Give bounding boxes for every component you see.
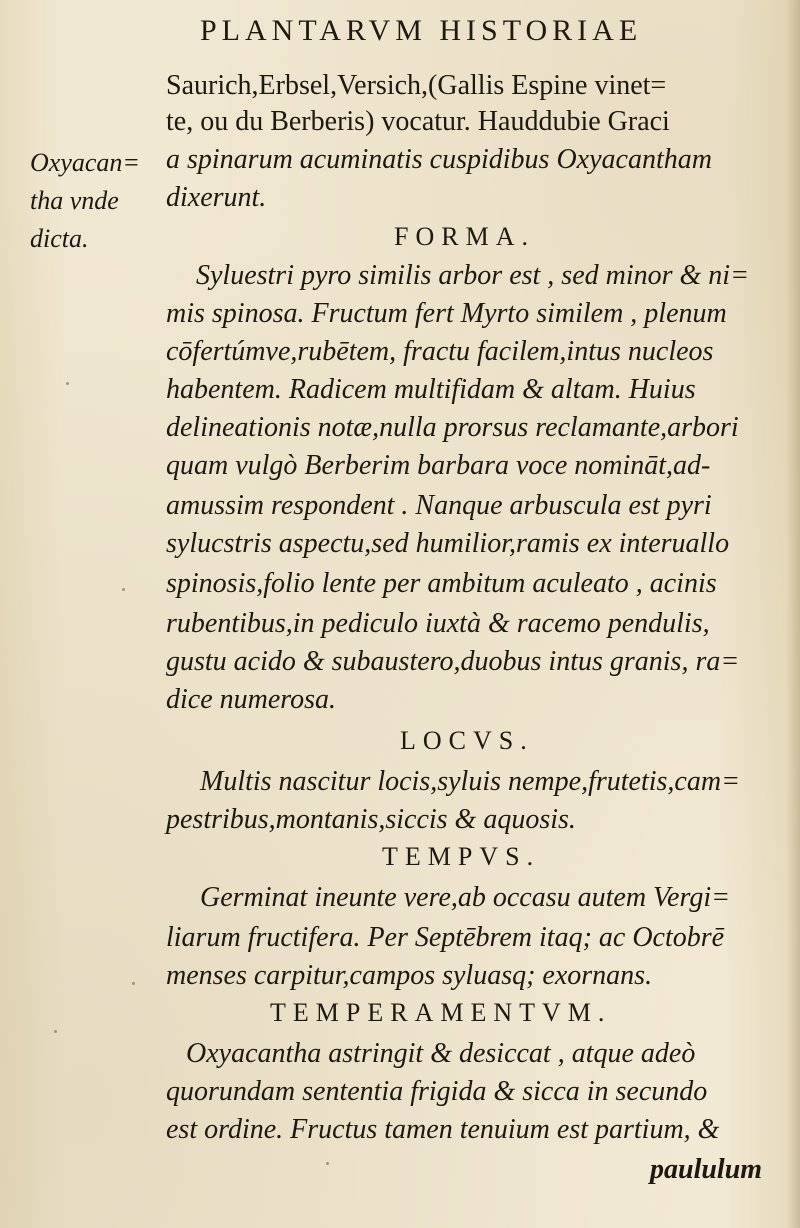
text-line: spinosis,folio lente per ambitum aculeato , acinis (166, 568, 717, 599)
section-heading-forma: FORMA. (394, 222, 535, 251)
text-line: rubentibus,in pediculo iuxtà & racemo pendulis, (166, 608, 710, 639)
text-line: Germinat ineunte vere,ab occasu autem Vergi= (200, 882, 731, 913)
text-line: dice numerosa. (166, 684, 337, 715)
margin-note-line: tha vnde (30, 186, 119, 215)
text-line: a spinarum acuminatis cuspidibus Oxyacantham (166, 144, 712, 175)
ink-speck (54, 1030, 57, 1033)
text-line: liarum fructifera. Per Septēbrem itaq; ac Octobrē (166, 922, 725, 953)
text-line: Multis nascitur locis,syluis nempe,frutetis,cam= (200, 766, 740, 797)
text-line: Saurich,Erbsel,Versich,(Gallis Espine vinet= (166, 70, 667, 101)
text-line: gustu acido & subaustero,duobus intus granis, ra= (166, 646, 740, 677)
text-line: quam vulgò Berberim barbara voce nomināt,ad- (166, 450, 711, 481)
text-line: Syluestri pyro similis arbor est , sed minor & ni= (196, 260, 749, 291)
text-line: habentem. Radicem multifidam & altam. Huius (166, 374, 696, 405)
margin-note-line: Oxyacan= (30, 148, 140, 177)
text-line: est ordine. Fructus tamen tenuium est partium, & (166, 1114, 720, 1145)
text-line: pestribus,montanis,siccis & aquosis. (166, 804, 576, 835)
section-heading-tempus: TEMPVS. (382, 842, 541, 871)
text-line: te, ou du Berberis) vocatur. Hauddubie Graci (166, 106, 670, 137)
text-line: amussim respondent . Nanque arbuscula est pyri (166, 490, 712, 521)
ink-speck (132, 982, 135, 985)
text-line: dixerunt. (166, 182, 267, 213)
margin-note-line: dicta. (30, 224, 89, 253)
catchword: paululum (650, 1154, 763, 1185)
ink-speck (326, 1162, 329, 1165)
text-line: sylucstris aspectu,sed humilior,ramis ex interuallo (166, 528, 730, 559)
text-line: mis spinosa. Fructum fert Myrto similem , plenum (166, 298, 727, 329)
text-line: menses carpitur,campos syluasq; exornans. (166, 960, 653, 991)
text-line: quorundam sententia frigida & sicca in secundo (166, 1076, 708, 1107)
text-line: delineationis notæ,nulla prorsus reclamante,arbori (166, 412, 739, 443)
ink-speck (66, 382, 69, 385)
ink-speck (122, 588, 125, 591)
text-line: Oxyacantha astringit & desiccat , atque adeò (186, 1038, 696, 1069)
text-line: cōfertúmve,rubētem, fractu facilem,intus nucleos (166, 336, 714, 367)
section-heading-locus: LOCVS. (400, 726, 534, 755)
section-heading-temperamentum: TEMPERAMENTVM. (270, 998, 612, 1027)
running-head: PLANTARVM HISTORIAE (200, 14, 643, 47)
